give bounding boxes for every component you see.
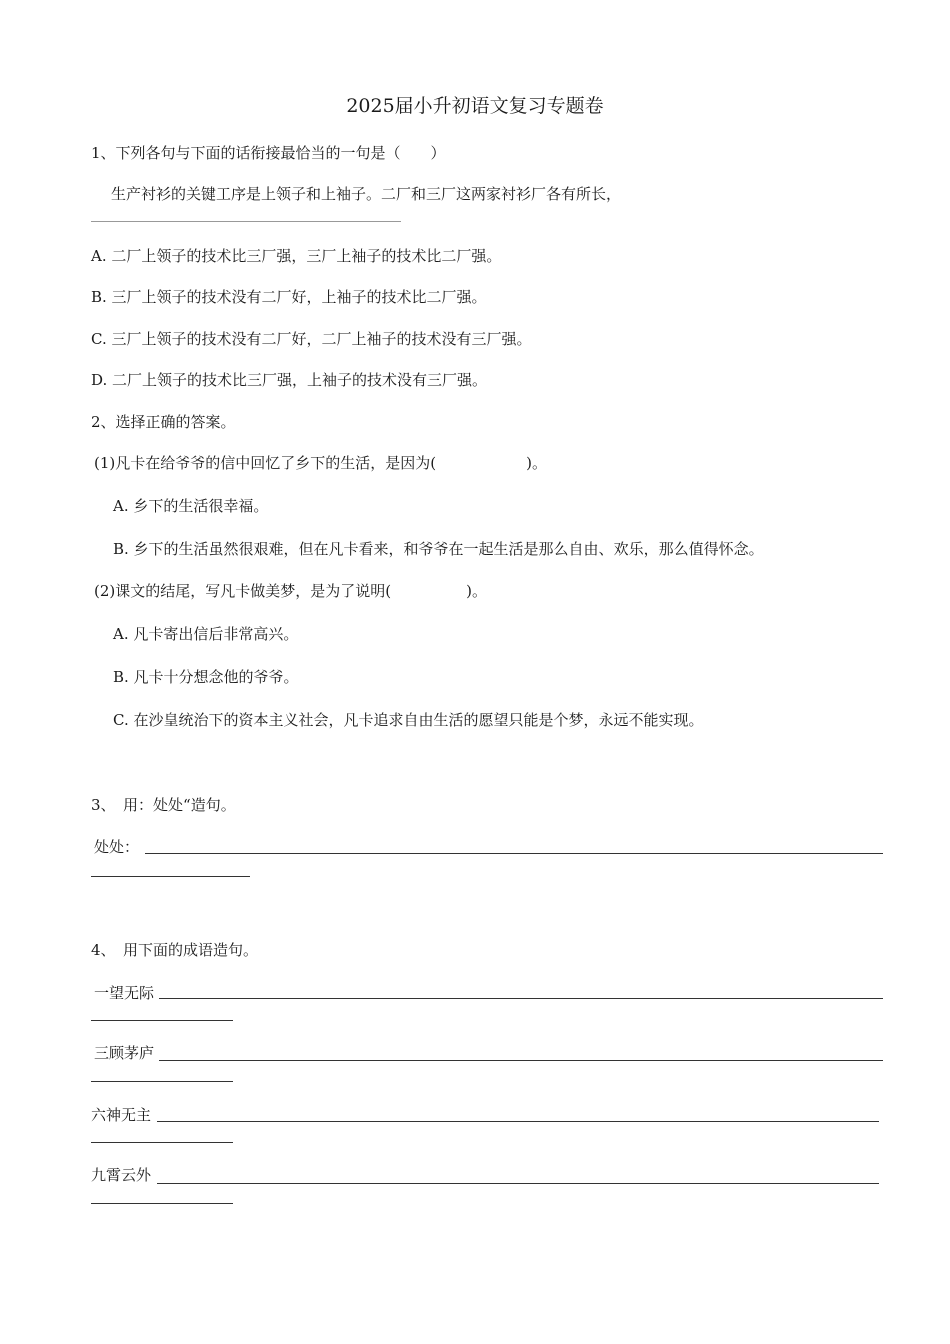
question-3-answer-line[interactable] xyxy=(145,853,883,854)
question-1-answer-line[interactable] xyxy=(91,221,401,222)
question-2-2-option-a: A. 凡卡寄出信后非常高兴。 xyxy=(113,625,299,643)
idiom-label: 三顾茅庐 xyxy=(94,1044,155,1062)
question-1-option-c: C. 三厂上领子的技术没有二厂好，二厂上袖子的技术没有三厂强。 xyxy=(91,330,532,348)
page-title: 2025届小升初语文复习专题卷 xyxy=(346,95,604,117)
question-2-2-option-c: C. 在沙皇统治下的资本主义社会，凡卡追求自由生活的愿望只能是个梦，永远不能实现。 xyxy=(113,711,704,729)
question-1-passage: 生产衬衫的关键工序是上领子和上袖子。二厂和三厂这两家衬衫厂各有所长， xyxy=(111,185,622,203)
idiom-label: 六神无主 xyxy=(91,1106,152,1124)
question-4-stem: 4、 用下面的成语造句。 xyxy=(91,941,259,959)
idiom-answer-line-cont[interactable] xyxy=(91,1081,233,1082)
question-3-stem: 3、 用：处处“造句。 xyxy=(91,796,236,814)
idiom-label: 九霄云外 xyxy=(91,1166,152,1184)
question-1-stem: 1、下列各句与下面的话衔接最恰当的一句是（ ） xyxy=(91,144,446,162)
idiom-answer-line[interactable] xyxy=(157,1121,879,1122)
question-1-option-d: D. 二厂上领子的技术比三厂强，上袖子的技术没有三厂强。 xyxy=(91,371,488,389)
question-2-2-option-b: B. 凡卡十分想念他的爷爷。 xyxy=(113,668,299,686)
question-2-stem: 2、选择正确的答案。 xyxy=(91,413,236,431)
question-3-label: 处处： xyxy=(94,838,140,856)
question-3-answer-line-cont[interactable] xyxy=(91,876,250,877)
idiom-answer-line[interactable] xyxy=(157,1183,879,1184)
idiom-label: 一望无际 xyxy=(94,984,155,1002)
question-2-1-option-b: B. 乡下的生活虽然很艰难，但在凡卡看来，和爷爷在一起生活是那么自由、欢乐，那么值得怀念。 xyxy=(113,540,764,558)
question-1-option-a: A. 二厂上领子的技术比三厂强，三厂上袖子的技术比二厂强。 xyxy=(91,247,502,265)
question-1-option-b: B. 三厂上领子的技术没有二厂好，上袖子的技术比二厂强。 xyxy=(91,288,487,306)
question-2-1-option-a: A. 乡下的生活很幸福。 xyxy=(113,497,269,515)
question-2-2-stem: (2)课文的结尾，写凡卡做美梦，是为了说明( )。 xyxy=(94,582,487,600)
idiom-answer-line-cont[interactable] xyxy=(91,1020,233,1021)
idiom-answer-line-cont[interactable] xyxy=(91,1142,233,1143)
idiom-answer-line[interactable] xyxy=(159,1060,883,1061)
idiom-answer-line[interactable] xyxy=(159,998,883,999)
question-2-1-stem: (1)凡卡在给爷爷的信中回忆了乡下的生活，是因为( )。 xyxy=(94,454,547,472)
idiom-answer-line-cont[interactable] xyxy=(91,1203,233,1204)
